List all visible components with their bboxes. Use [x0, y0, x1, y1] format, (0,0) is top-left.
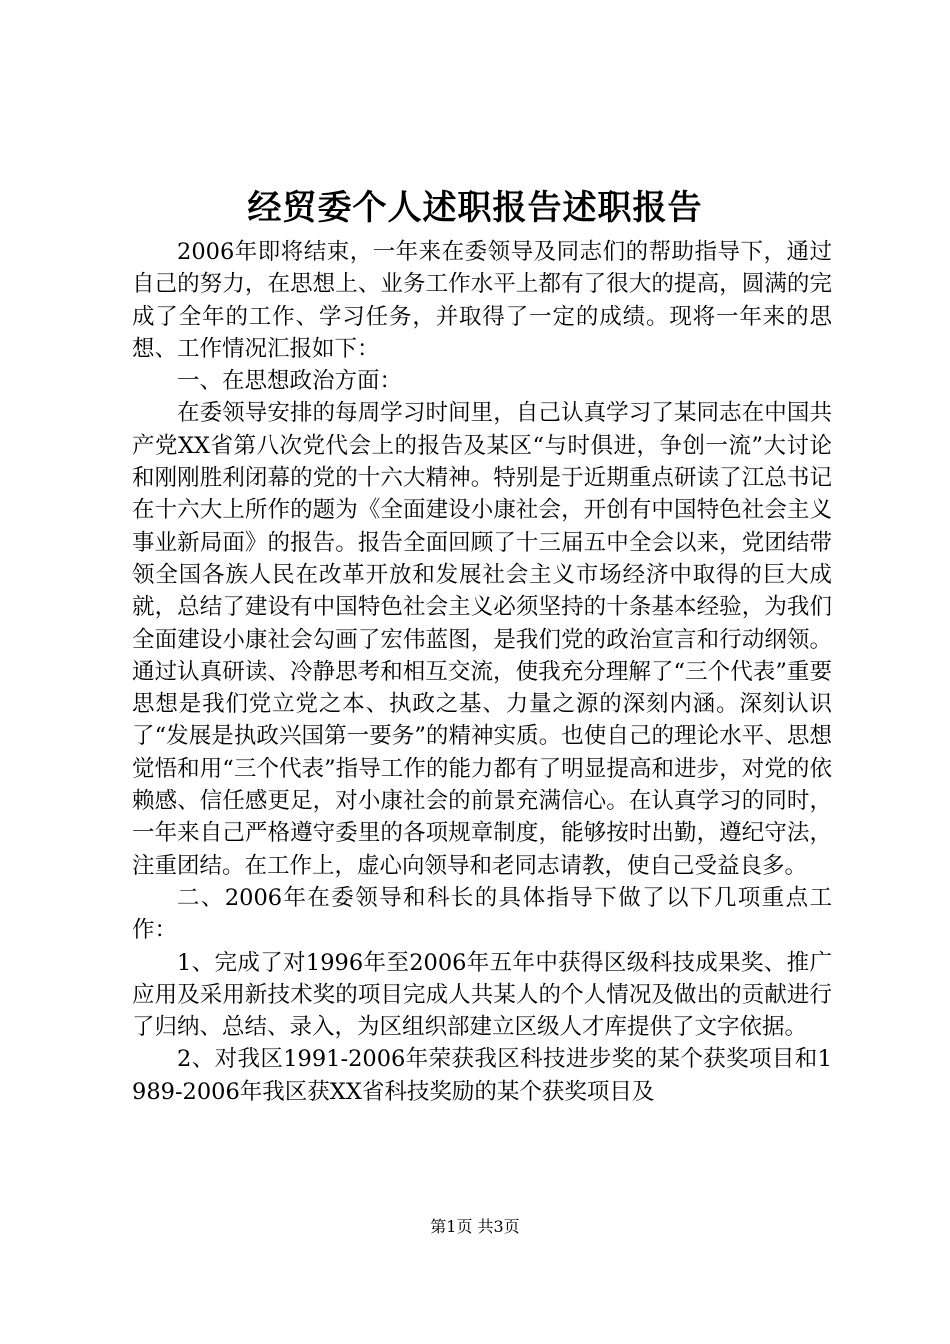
document-body	[132, 236, 832, 1108]
section-heading-work: 二、2006年在委领导和科长的具体指导下做了以下几项重点工作：	[132, 884, 832, 944]
paragraph-work-item-2: 2、对我区1991-2006年荣获我区科技进步奖的某个获奖项目和1989-2006年我区获XX省科技奖励的某个获奖项目及	[132, 1046, 832, 1105]
paragraph-political-study: 在委领导安排的每周学习时间里，自己认真学习了某同志在中国共产党XX省第八次党代会上的报告及某区“与时俱进，争创一流”大讨论和刚刚胜利闭幕的党的十六大精神。特别是于近期重点研读了江总书记在十六大上所作的题为《全面建设小康社会，开创有中国特色社会主义事业新局面》的报告。报告全面回顾了十三届五中全会以来，党团结带领全国各族人民在改革开放和发展社会主义市场经济中取得的巨大成就，总结了建设有中国特色社会主义必须坚持的十条基本经验，为我们全面建设小康社会勾画了宏伟蓝图，是我们党的政治宣言和行动纲领。通过认真研读、冷静思考和相互交流，使我充分理解了“三个代表”重要思想是我们党立党之本、执政之基、力量之源的深刻内涵。深刻认识了“发展是执政兴国第一要务”的精神实质。也使自己的理论水平、思想觉悟和用“三个代表”指导工作的能力都有了明显提高和进步，对党的依赖感、信任感更足，对小康社会的前景充满信心。在认真学习的同时，一年来自己严格遵守委里的各项规章制度，能够按时出勤，遵纪守法，注重团结。在工作上，虚心向领导和老同志请教，使自己受益良多。	[132, 400, 832, 879]
page-footer: 第1页 共3页	[430, 1217, 520, 1236]
paragraph-work-item-1: 1、完成了对1996年至2006年五年中获得区级科技成果奖、推广应用及采用新技术奖的项目完成人共某人的个人情况及做出的贡献进行了归纳、总结、录入，为区组织部建立区级人才库提供了文字依据。	[132, 949, 832, 1041]
paragraph-intro: 2006年即将结束，一年来在委领导及同志们的帮助指导下，通过自己的努力，在思想上、业务工作水平上都有了很大的提高，圆满的完成了全年的工作、学习任务，并取得了一定的成绩。现将一年来的思想、工作情况汇报如下：	[132, 239, 832, 362]
document-title: 经贸委个人述职报告述职报告	[247, 188, 703, 228]
section-heading-political: 一、在思想政治方面：	[177, 368, 403, 395]
